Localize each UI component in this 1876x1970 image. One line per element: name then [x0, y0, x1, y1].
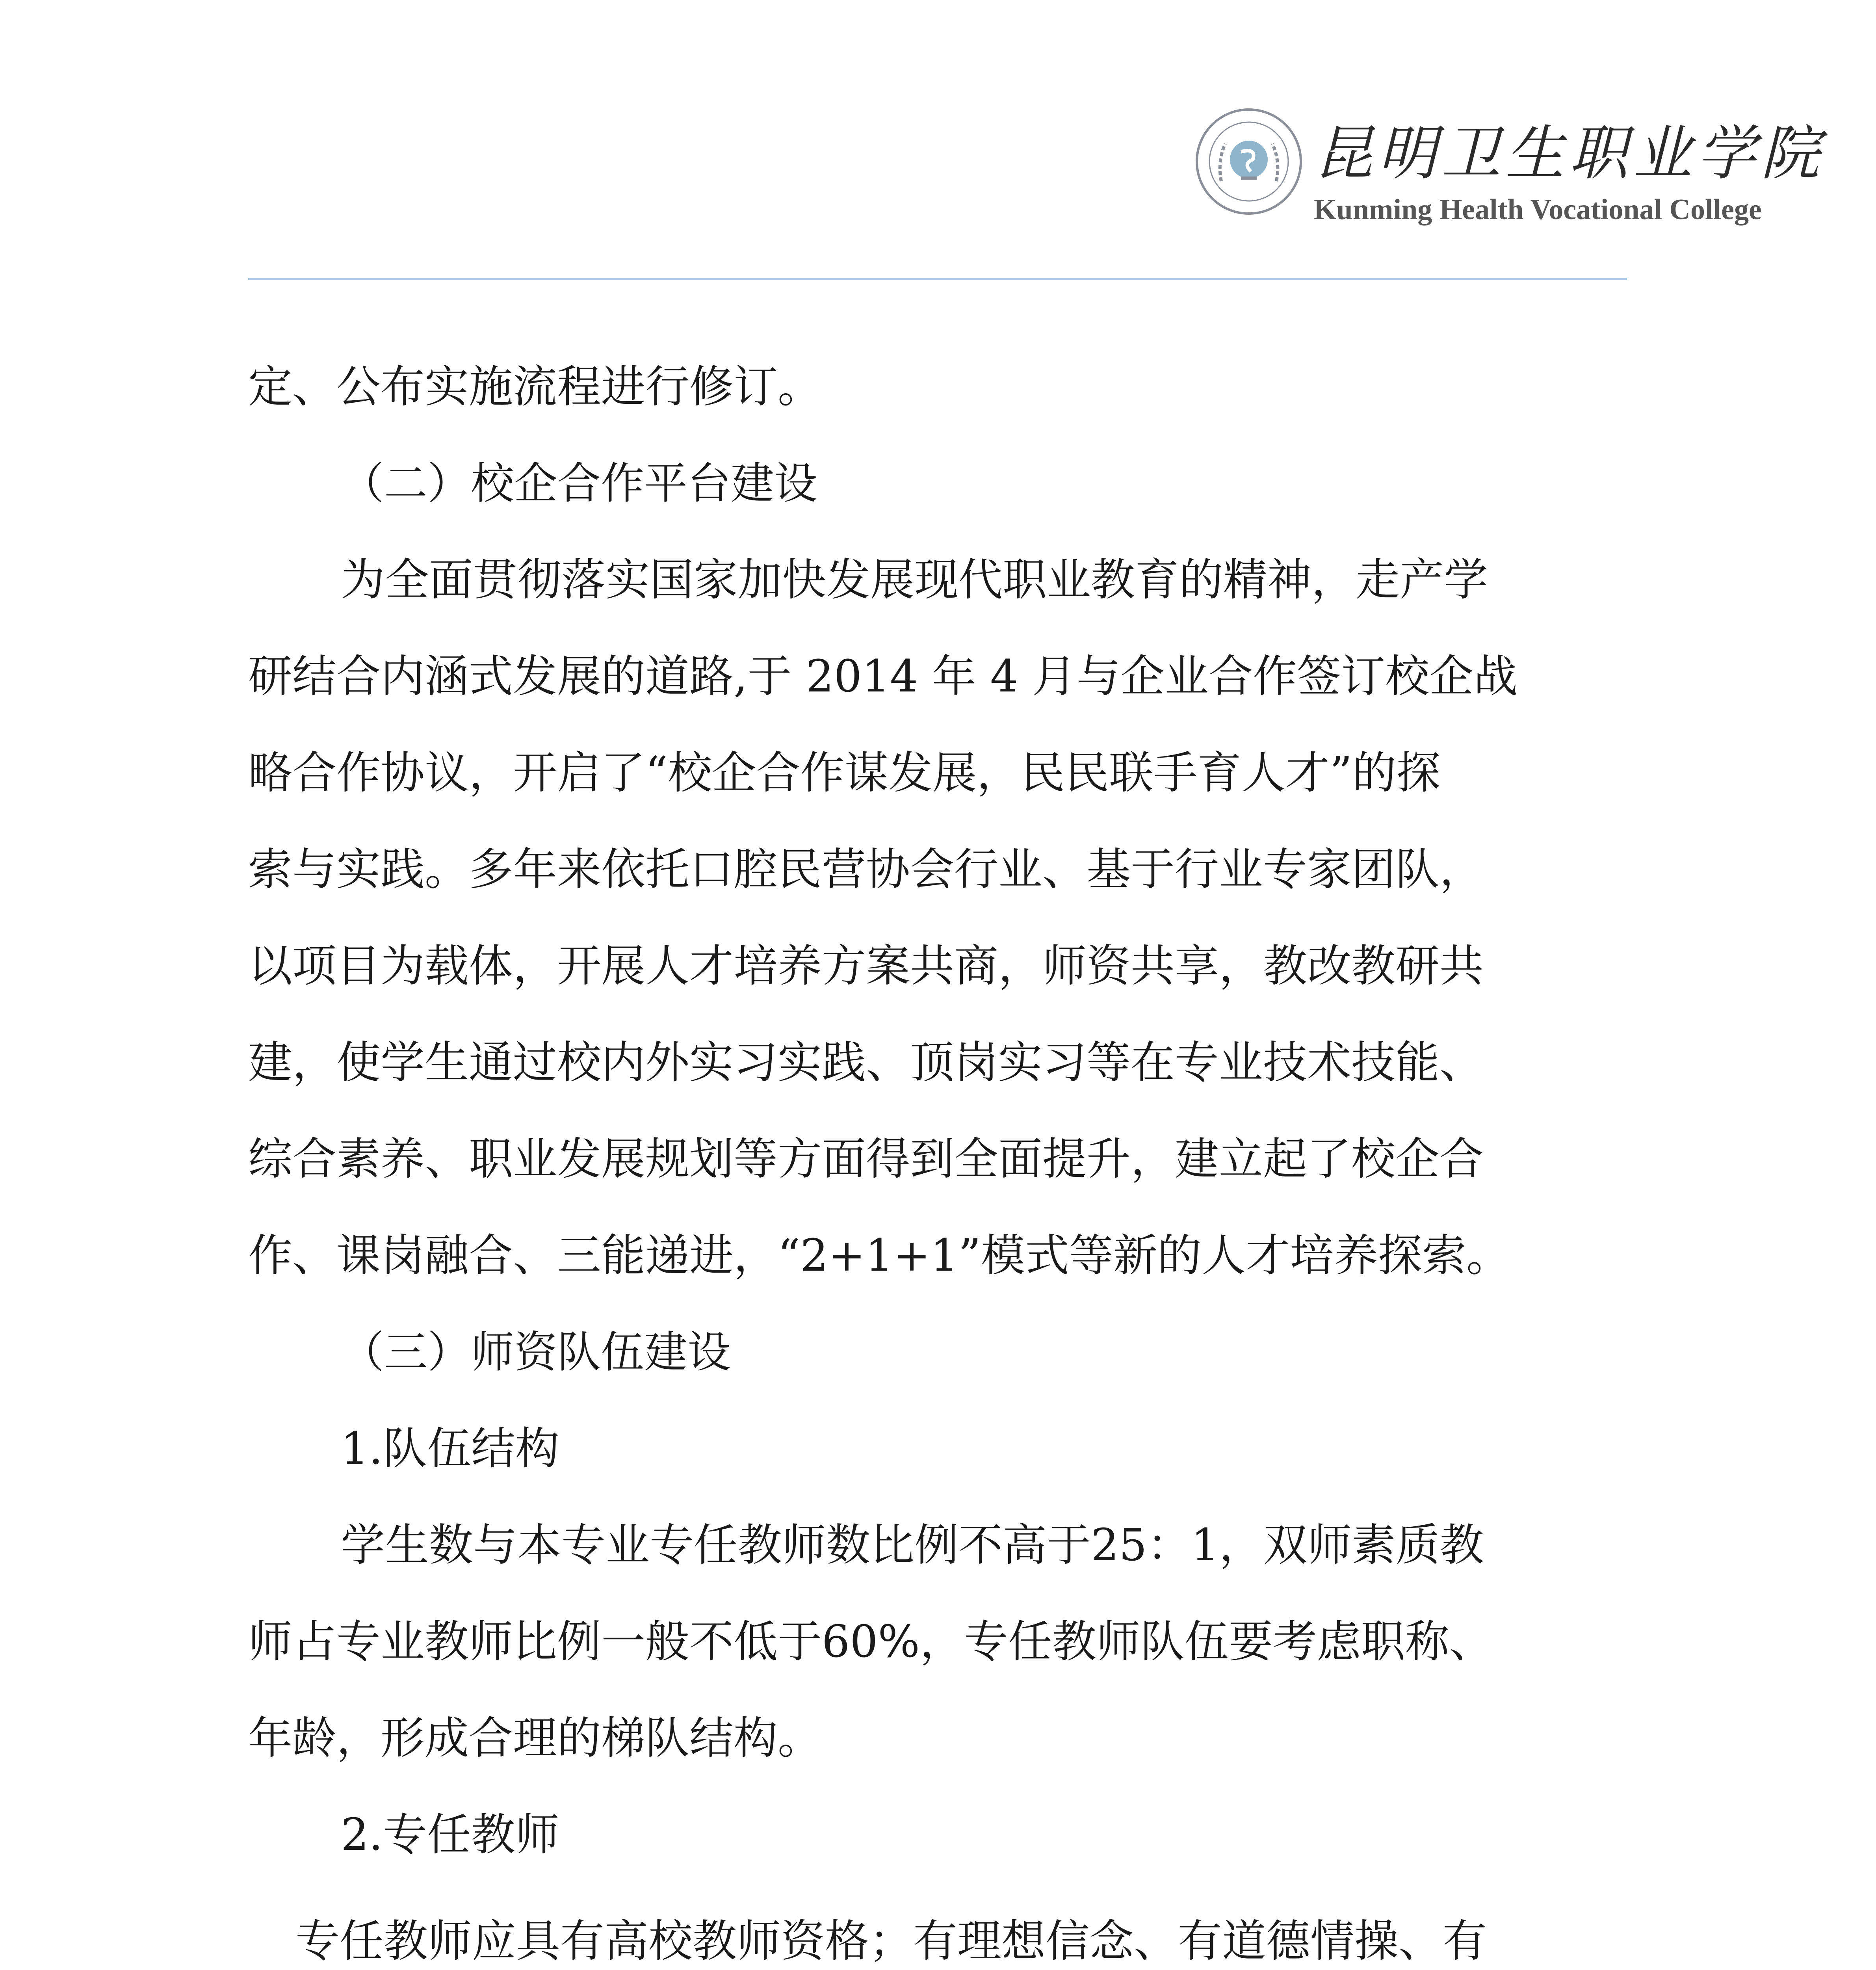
- paragraph-line: 作、课岗融合、三能递进，“2+1+1”模式等新的人才培养探索。: [248, 1230, 1510, 1281]
- paragraph-line: 综合素养、职业发展规划等方面得到全面提升，建立起了校企合: [248, 1134, 1484, 1185]
- paragraph-line: 略合作协议，开启了“校企合作谋发展，民民联手育人才”的探: [248, 747, 1441, 799]
- paragraph-line: 为全面贯彻落实国家加快发展现代职业教育的精神，走产学: [341, 554, 1488, 606]
- paragraph-line: 学生数与本专业专任教师数比例不高于25：1，双师素质教: [341, 1520, 1484, 1571]
- spacer: [248, 1883, 1627, 1893]
- college-name-en: Kunming Health Vocational College: [1314, 193, 1762, 226]
- paragraph-line: 师占专业教师比例一般不低于60%，专任教师队伍要考虑职称、: [248, 1616, 1493, 1667]
- paragraph-line: 建，使学生通过校内外实习实践、顶岗实习等在专业技术技能、: [248, 1037, 1484, 1088]
- header-divider: [248, 278, 1627, 280]
- section-heading: （二）校企合作平台建设: [341, 458, 817, 509]
- college-seal-icon: [1194, 106, 1304, 217]
- paragraph-line: 以项目为载体，开展人才培养方案共商，师资共享，教改教研共: [248, 940, 1484, 992]
- paragraph-line: 专任教师应具有高校教师资格；有理想信念、有道德情操、有: [295, 1916, 1487, 1967]
- college-logo-text: [1314, 118, 1825, 229]
- subsection-heading: 1.队伍结构: [341, 1423, 559, 1474]
- section-heading: （三）师资队伍建设: [341, 1327, 731, 1377]
- subsection-heading: 2.专任教师: [341, 1809, 559, 1860]
- college-name-cn: 昆明卫生职业学院: [1314, 119, 1825, 188]
- paragraph-line: 研结合内涵式发展的道路,于 2014 年 4 月与企业合作签订校企战: [248, 651, 1518, 702]
- page-header: [0, 0, 1876, 284]
- body-line: 定、公布实施流程进行修订。: [248, 361, 822, 413]
- document-body: [248, 339, 1627, 1970]
- paragraph-line: 年龄，形成合理的梯队结构。: [248, 1713, 822, 1764]
- paragraph-line: 索与实践。多年来依托口腔民营协会行业、基于行业专家团队，: [248, 844, 1484, 895]
